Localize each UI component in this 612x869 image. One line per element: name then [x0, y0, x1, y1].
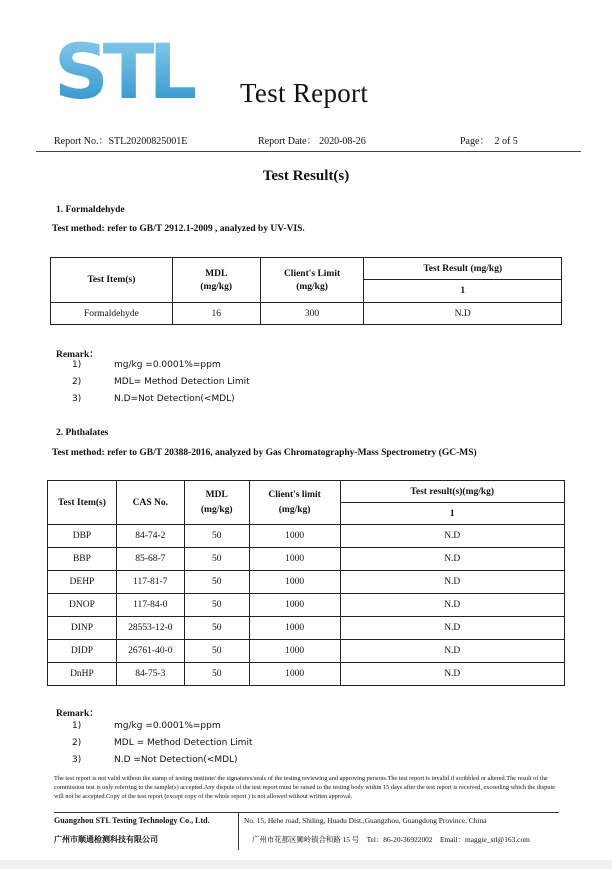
table-row [48, 525, 565, 548]
remark-text: N.D=Not Detection(<MDL) [114, 394, 235, 404]
page-value: 2 of 5 [494, 136, 518, 147]
remark-text: mg/kg =0.0001%=ppm [114, 360, 221, 370]
col-header-cas: CAS No. [116, 481, 184, 525]
remark-text: MDL = Method Detection Limit [114, 738, 253, 748]
col-header-mdl-unit: (mg/kg) [200, 505, 233, 515]
table-row [48, 663, 565, 686]
company-address-cn: 广州市花都区狮岭镇合和路 15 号 [252, 835, 360, 844]
formaldehyde-table [50, 257, 562, 325]
cell-result: N.D [340, 663, 565, 686]
cell-cas: 85-68-7 [116, 548, 184, 571]
cell-result: N.D [340, 548, 565, 571]
formaldehyde-heading: 1. Formaldehyde [56, 205, 125, 215]
col-header-mdl [172, 258, 260, 303]
phthalates-heading: 2. Phthalates [56, 428, 109, 438]
footer-divider-top [54, 812, 559, 813]
remark-label: Remark： [56, 709, 99, 719]
col-header-limit-label: Client's limit [268, 490, 321, 500]
cell-limit: 1000 [249, 594, 340, 617]
report-number-value: STL20200825001E [108, 136, 188, 147]
cell-item: DBP [48, 525, 117, 548]
col-header-result-number: 1 [340, 503, 565, 525]
table-row [48, 617, 565, 640]
col-header-item: Test Item(s) [48, 481, 117, 525]
cell-item: DIDP [48, 640, 117, 663]
report-date [258, 132, 366, 147]
cell-limit: 1000 [249, 571, 340, 594]
cell-mdl: 50 [184, 617, 249, 640]
report-date-value: 2020-08-26 [319, 136, 366, 147]
cell-limit: 1000 [249, 663, 340, 686]
footer-divider-vertical [238, 812, 239, 850]
cell-item: Formaldehyde [51, 303, 173, 325]
cell-limit: 1000 [249, 640, 340, 663]
page-bottom-band [0, 860, 612, 869]
company-address-en: No. 15, Hehe road, Shiling, Huadu Dist.,Guangzhou, Guangdong Province, China [244, 816, 487, 825]
cell-cas: 28553-12-0 [116, 617, 184, 640]
cell-cas: 84-75-3 [116, 663, 184, 686]
col-header-result: Test result(s)(mg/kg) [340, 481, 565, 503]
cell-result: N.D [340, 594, 565, 617]
col-header-mdl-unit: (mg/kg) [200, 281, 233, 292]
phthalates-table [47, 480, 565, 686]
cell-cas: 117-81-7 [116, 571, 184, 594]
cell-result: N.D [340, 617, 565, 640]
cell-mdl: 50 [184, 640, 249, 663]
cell-result: N.D [340, 525, 565, 548]
disclaimer-text: The test report is not valid without the stamp of testing institute/ the signatures/seals of the testing reviewing and approving persons.The test report is invalid if scribbled or altered.The result of the commission test is only referring to the sample(s) accepted.Any dispute of the test report must be raised to the testing body within 15 days after the test report is received, exceeding which the dispute will not be accepted.Copy of the test report (except copy of the whole report ) is not allowed without written approval. [54, 775, 555, 800]
report-title: Test Report [240, 78, 369, 108]
remark-text: N.D =Not Detection(<MDL) [114, 755, 238, 765]
col-header-mdl-label: MDL [205, 268, 228, 279]
col-header-limit-label: Client's Limit [283, 268, 341, 279]
report-number-label: Report No.： [54, 136, 109, 147]
page-indicator [460, 132, 518, 147]
cell-cas: 84-74-2 [116, 525, 184, 548]
remark-number: 2) [72, 738, 82, 748]
cell-limit: 1000 [249, 617, 340, 640]
section-title: Test Result(s) [262, 168, 350, 184]
remark-number: 3) [72, 755, 82, 765]
cell-item: DNOP [48, 594, 117, 617]
cell-result: N.D [340, 571, 565, 594]
cell-result: N.D [364, 303, 562, 325]
remark-text: mg/kg =0.0001%=ppm [114, 721, 221, 731]
company-contact-cn [252, 834, 530, 845]
cell-mdl: 50 [184, 663, 249, 686]
col-header-mdl [184, 481, 249, 525]
report-date-label: Report Date： [258, 136, 317, 147]
col-header-result-number: 1 [364, 280, 562, 303]
svg-text:STL: STL [54, 27, 192, 116]
cell-limit: 300 [260, 303, 364, 325]
remark-number: 1) [72, 360, 82, 370]
cell-mdl: 50 [184, 571, 249, 594]
cell-mdl: 50 [184, 525, 249, 548]
company-name-en: Guangzhou STL Testing Technology Co., Ltd. [54, 816, 210, 825]
col-header-mdl-label: MDL [205, 490, 228, 500]
company-tel: Tel：86-20-36922002 [366, 835, 433, 844]
cell-result: N.D [340, 640, 565, 663]
cell-mdl: 16 [172, 303, 260, 325]
table-row [48, 640, 565, 663]
cell-item: BBP [48, 548, 117, 571]
company-email[interactable]: Email：maggie_stl@163.com [439, 835, 530, 844]
header-divider [36, 151, 581, 152]
col-header-result: Test Result (mg/kg) [364, 258, 562, 280]
col-header-item: Test Item(s) [51, 258, 173, 303]
cell-item: DINP [48, 617, 117, 640]
table-row [48, 594, 565, 617]
cell-limit: 1000 [249, 525, 340, 548]
remark-number: 2) [72, 377, 82, 387]
remark-number: 1) [72, 721, 82, 731]
cell-item: DnHP [48, 663, 117, 686]
page-label: Page： [460, 136, 490, 147]
cell-mdl: 50 [184, 594, 249, 617]
cell-cas: 117-84-0 [116, 594, 184, 617]
company-name-cn: 广州市顺通检测科技有限公司 [54, 835, 158, 844]
formaldehyde-method: Test method: refer to GB/T 2912.1-2009 , analyzed by UV-VIS. [52, 224, 305, 234]
phthalates-method: Test method: refer to GB/T 20388-2016, analyzed by Gas Chromatography-Mass Spectrometry (GC-MS) [52, 448, 477, 458]
col-header-limit-unit: (mg/kg) [278, 505, 311, 515]
cell-item: DEHP [48, 571, 117, 594]
remark-label: Remark： [56, 350, 99, 360]
report-number [54, 132, 187, 147]
remark-text: MDL= Method Detection Limit [114, 377, 250, 387]
table-row [48, 548, 565, 571]
cell-mdl: 50 [184, 548, 249, 571]
cell-limit: 1000 [249, 548, 340, 571]
table-row [51, 303, 562, 325]
cell-cas: 26761-40-0 [116, 640, 184, 663]
col-header-limit [260, 258, 364, 303]
table-row [48, 571, 565, 594]
col-header-limit [249, 481, 340, 525]
company-logo [54, 27, 192, 116]
col-header-limit-unit: (mg/kg) [296, 281, 328, 292]
remark-number: 3) [72, 394, 82, 404]
